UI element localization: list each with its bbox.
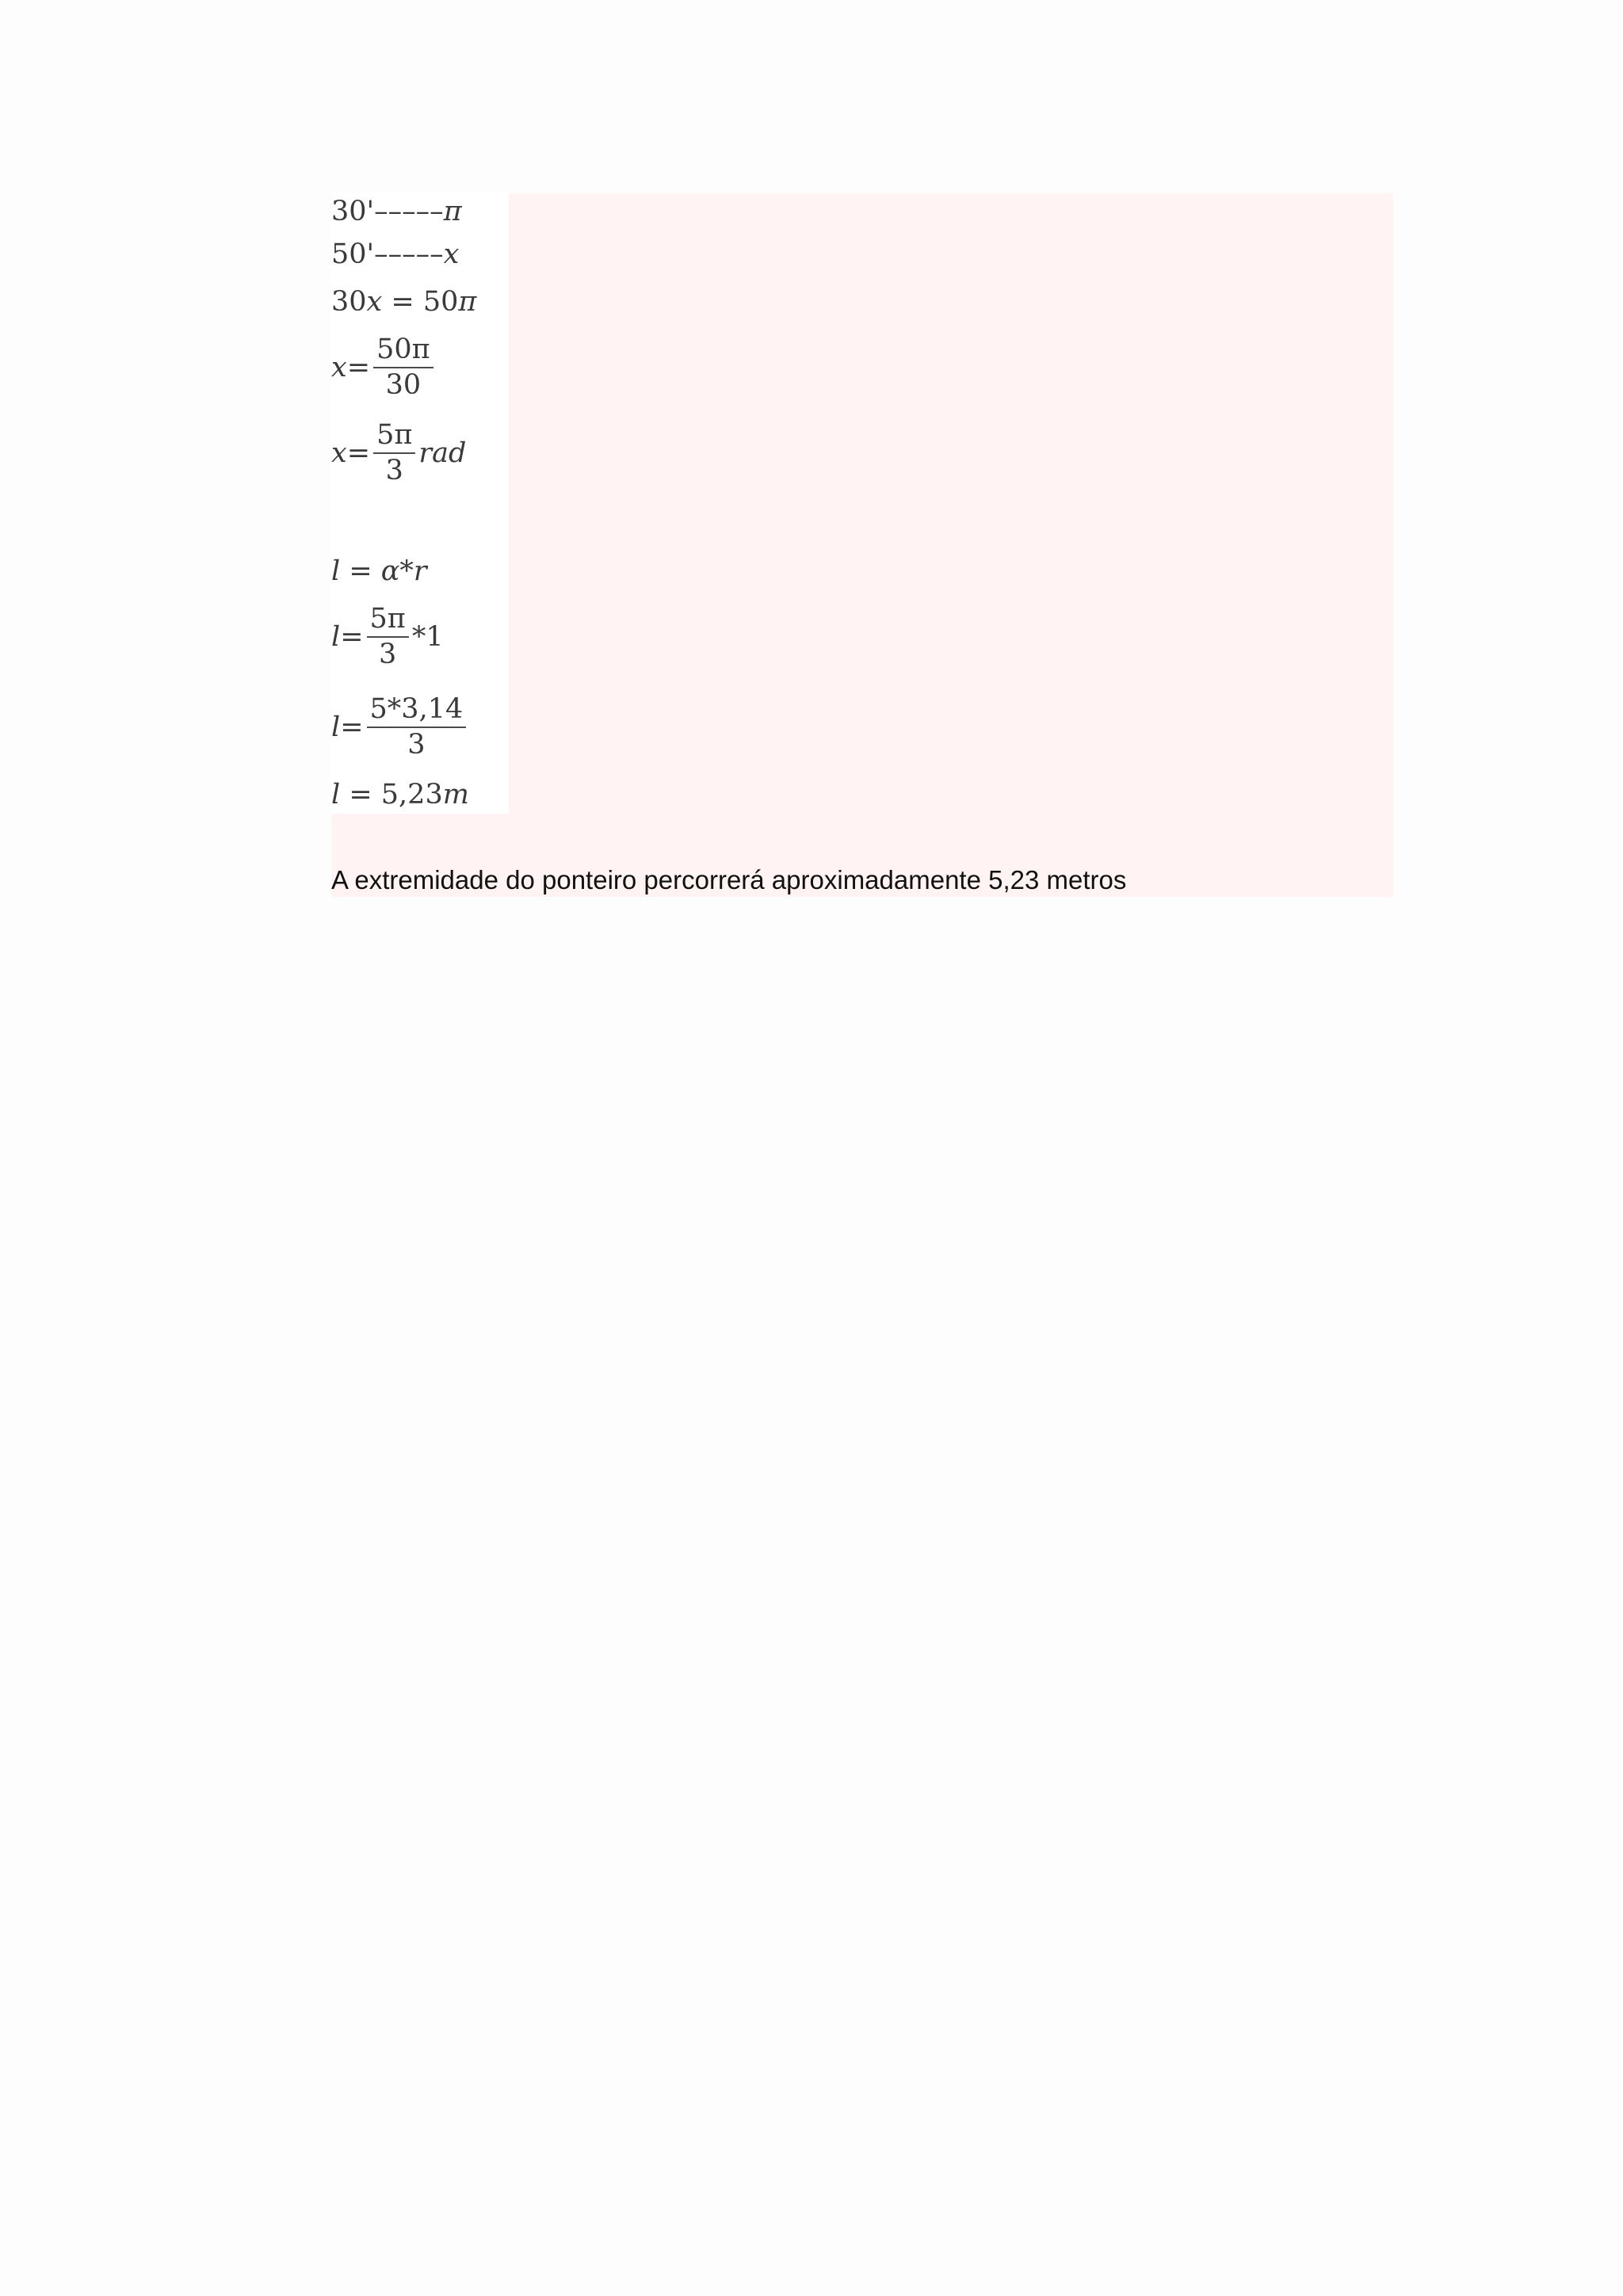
conclusion-text: A extremidade do ponteiro percorrerá aproximadamente 5,23 metros [331,865,1127,894]
solve-x-line: x = $\frac{50\pi}{30}$ [331,336,437,399]
arc-length-result: l = 5,23m [331,779,469,810]
proportion-line-1: 30'–––––π [331,196,462,227]
arc-length-numeric: l = $\frac{5*3,14}{3}$ [331,696,469,759]
result-x-line: x = $\frac{5\pi}{3}$ rad [331,419,467,486]
fraction: $\frac{50\pi}{30}$ [373,336,433,399]
arc-length-formula: l = α*r [331,555,427,587]
cross-multiplication-line: 30x = 50π [331,286,477,318]
fraction: $\frac{5*3,14}{3}$ [367,696,467,759]
math-solution-image [331,193,509,814]
arc-length-substitution: l = $\frac{5\pi}{3}$ *1 [331,603,444,670]
fraction: $\frac{5\pi}{3}$ [373,421,415,485]
fraction: $\frac{5\pi}{3}$ [367,605,409,669]
proportion-line-2: 50'–––––x [331,238,460,270]
